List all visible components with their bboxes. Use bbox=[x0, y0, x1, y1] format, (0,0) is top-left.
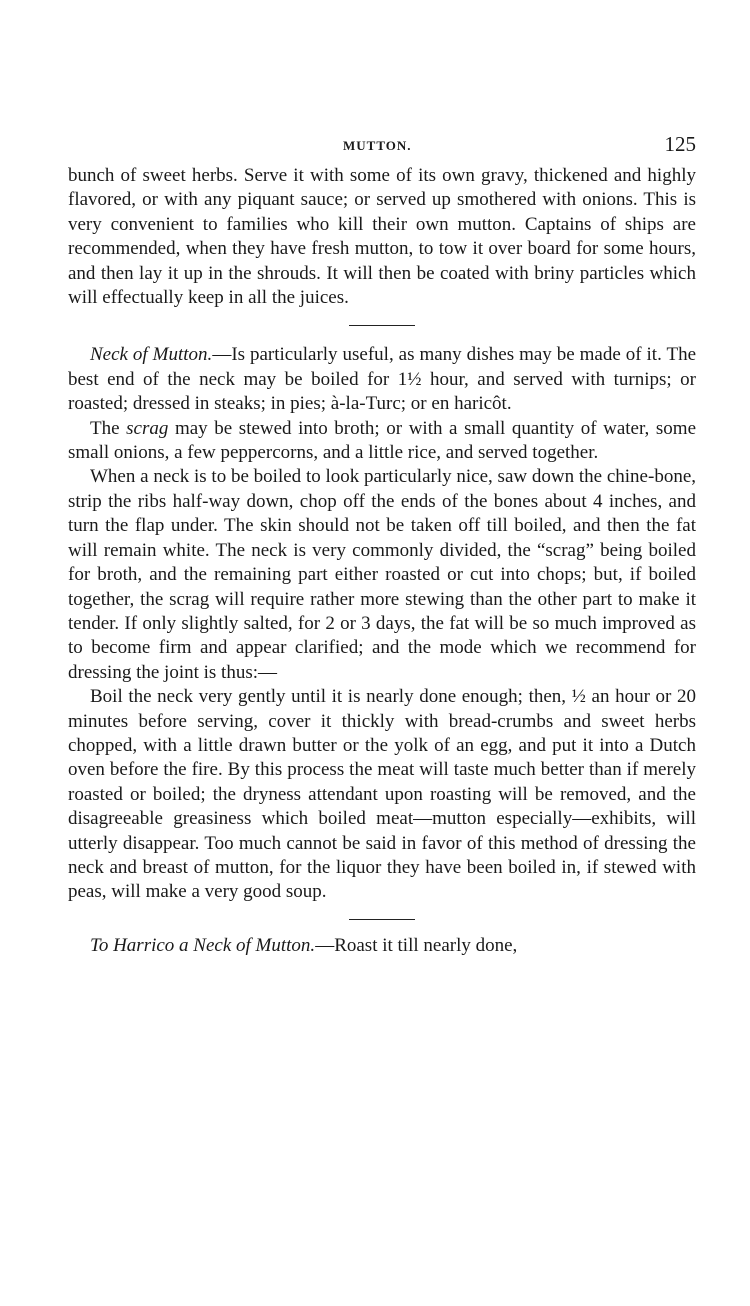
italic-term: scrag bbox=[126, 417, 169, 439]
paragraph-text: may be stewed into broth; or with a small quantity of water, some small onions, a few peppercorns, and a little rice, and served together. bbox=[68, 417, 697, 464]
paragraph-text: Boil the neck very gently until it is nearly done enough; then, ½ an hour or 20 minutes before serving, cover it thickly with bread-crumbs and sweet herbs chopped, with a little drawn butter or the yolk of an egg, and put it into a Dutch oven before the fire. By this process the meat will taste much better than if merely roasted or boiled; the dryness attendant upon roasting will be removed, and the disagreeable greasiness which boiled meat—mutton especially—exhibits, will utterly disappear. Too much cannot be said in favor of this method of dressing the neck and breast of mutton, for the liquor they have been boiled in, if stewed with peas, will make a very good soup. bbox=[68, 686, 696, 903]
book-page bbox=[68, 130, 696, 958]
running-head: MUTTON. bbox=[343, 138, 412, 153]
paragraph-text: —Is particularly useful, as many dishes may be made of it. The best end of the neck may be boiled for 1½ hour, and served with turnips; or roasted; dressed in steaks; in pies; à-la-Turc; or en haricôt. bbox=[68, 344, 696, 415]
paragraph-serving bbox=[68, 164, 696, 310]
paragraph-neck-of-mutton bbox=[68, 343, 696, 416]
section-divider bbox=[349, 325, 415, 326]
section-divider bbox=[349, 919, 415, 920]
paragraph-dressing-method bbox=[68, 685, 696, 905]
paragraph-scrag bbox=[68, 417, 696, 466]
page-number: 125 bbox=[664, 132, 696, 156]
paragraph-text: bunch of sweet herbs. Serve it with some of its own gravy, thickened and highly flavored, or with any piquant sauce; or served up smothered with onions. This is very convenient to families who kill their own mutton. Captains of ships are recommended, when they have fresh mutton, to tow it over board for some hours, and then lay it up in the shrouds. It will then be coated with briny particles which will effectually keep in all the juices. bbox=[68, 165, 696, 309]
page-header bbox=[68, 130, 696, 164]
paragraph-text: When a neck is to be boiled to look particularly nice, saw down the chine-bone, strip the ribs half-way down, chop off the ends of the bones about 4 inches, and turn the flap under. The skin should not be taken off till boiled, and then the fat will remain white. The neck is very commonly divided, the “scrag” being boiled for broth, and the remaining part either roasted or cut into chops; but, if boiled together, the scrag will require rather more stewing than the other part to make it tender. If only slightly salted, for 2 or 3 days, the fat will be so much improved as to become firm and appear clarified; and the mode which we recommend for dressing the joint is thus:— bbox=[68, 466, 696, 683]
paragraph-harrico bbox=[68, 934, 696, 958]
paragraph-text: —Roast it till nearly done, bbox=[315, 934, 518, 956]
section-heading: To Harrico a Neck of Mutton. bbox=[90, 934, 316, 956]
paragraph-boiling-neck bbox=[68, 465, 696, 685]
section-heading: Neck of Mutton. bbox=[90, 344, 213, 366]
paragraph-lead: The bbox=[90, 417, 127, 439]
